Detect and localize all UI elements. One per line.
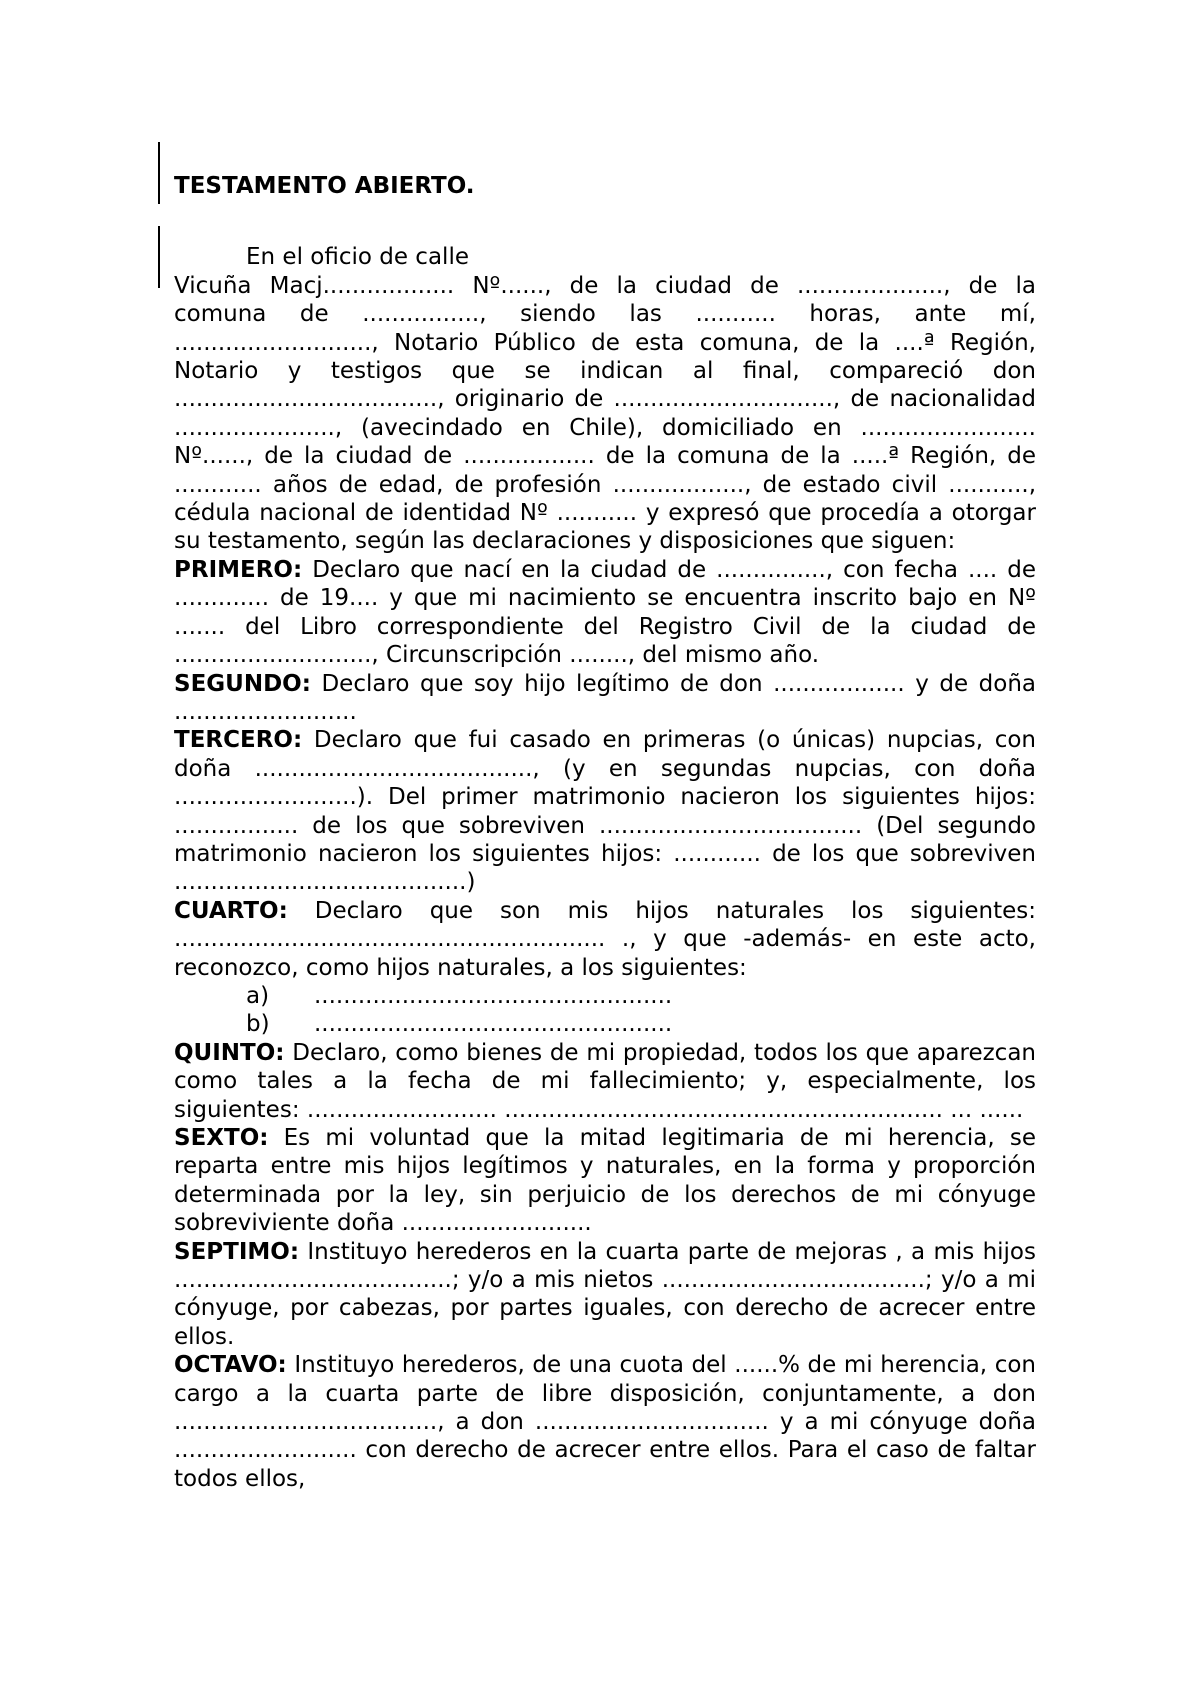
clause-text: Es mi voluntad que la mitad legitimaria de mi herencia, se reparta entre mis hijos legítimos y naturales, en la forma y proporción determinada por la ley, sin perjuicio de los derechos de mi cónyuge sobreviviente doña .......................... [174,1125,1036,1237]
margin-change-bar [158,142,160,204]
clause-text: Instituyo herederos, de una cuota del ......% de mi herencia, con cargo a la cuarta parte de libre disposición, conjuntamente, a don ...................................., a don ................................ y a mi cónyuge doña ......................... con derecho de acrecer entre ellos. Para el caso de faltar todos ellos, [174,1352,1036,1492]
clause-text: Instituyo herederos en la cuarta parte de mejoras , a mis hijos ......................................; y/o a mis nietos ....................................; y/o a mi cónyuge, por cabezas, por partes iguales, con derecho de acrecer entre ellos. [174,1238,1036,1350]
clause-label: SEXTO: [174,1125,269,1151]
intro-first-line: En el oficio de calle [246,244,469,271]
clause-label: QUINTO: [174,1039,285,1066]
list-marker: a) [246,982,270,1009]
clause-text: Declaro que fui casado en primeras (o únicas) nupcias, con doña ......................................, (y en segundas nupcias, con doña .........................). Del primer matrimonio nacieron los siguientes hijos: ................. de los que sobreviven .................................... (Del segundo matrimonio nacieron los siguientes hijos: ............ de los que sobreviven ........................................) [174,727,1036,896]
intro-paragraph [174,243,1036,555]
clause-label: PRIMERO: [174,556,303,583]
document-title: TESTAMENTO ABIERTO. [174,173,475,199]
clause-tercero [174,726,1036,896]
clause-septimo [174,1238,1036,1352]
list-item [174,1010,1036,1038]
clause-quinto [174,1039,1036,1124]
clause-segundo [174,670,1036,727]
list-text: ................................................. [314,982,673,1009]
clause-text: Declaro que son mis hijos naturales los siguientes: ........................................................... ., y que -además- en este acto, reconozco, como hijos naturales, a los siguientes: [174,897,1036,981]
clause-label: SEGUNDO: [174,670,311,697]
clause-text: Declaro, como bienes de mi propiedad, todos los que aparezcan como tales a la fecha de mi fallecimiento; y, especialmente, los siguientes: .......................... ............................................................ ... ...... [174,1039,1036,1123]
margin-change-bar [158,226,160,288]
clause-label: SEPTIMO: [174,1238,300,1265]
list-item [174,982,1036,1010]
clause-text: Declaro que soy hijo legítimo de don .................. y de doña ......................... [174,670,1036,725]
clause-text: Declaro que nací en la ciudad de ..............., con fecha .... de ............. de 19.... y que mi nacimiento se encuentra inscrito bajo en Nº ....... del Libro correspondiente del Registro Civil de la ciudad de ..........................., Circunscripción ........, del mismo año. [174,556,1036,669]
list-marker: b) [246,1011,270,1038]
document-page [174,172,1036,1493]
clause-octavo [174,1351,1036,1493]
clause-label: CUARTO: [174,897,288,924]
clause-label: OCTAVO: [174,1352,287,1379]
clause-label: TERCERO: [174,727,303,754]
clause-cuarto [174,897,1036,982]
intro-text: Vicuña Macj.................. Nº......, de la ciudad de ...................., de la comuna de ................, siendo las ........... horas, ante mí, ..........................., Notario Público de esta comuna, de la ....ª Región, Notario y testigos que se indican al final, compareció don ...................................., originario de .............................., de nacionalidad ......................, (avecindado en Chile), domiciliado en ........................ Nº......, de la ciudad de .................. de la comuna de la .....ª Región, de ............ años de edad, de profesión .................., de estado civil ..........., cédula nacional de identidad Nº ........... y expresó que procedía a otorgar su testamento, según las declaraciones y disposiciones que siguen: [174,272,1036,555]
list-text: ................................................. [314,1011,673,1038]
clause-primero [174,556,1036,670]
clause-sexto [174,1124,1036,1238]
